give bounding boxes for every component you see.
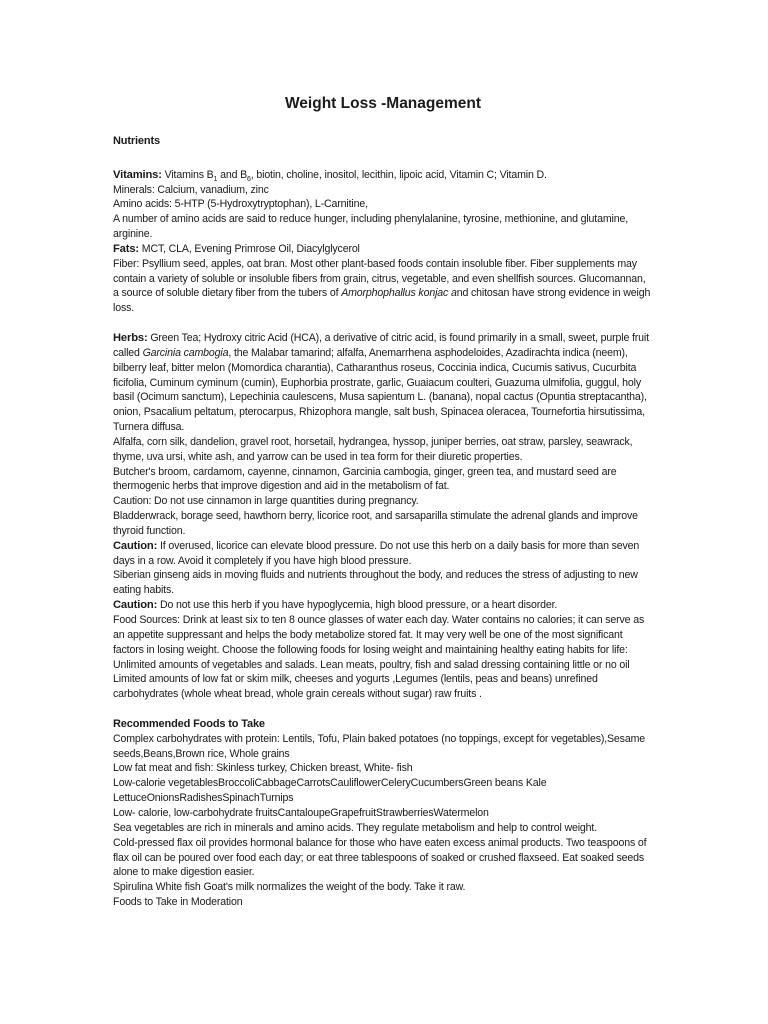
fats-paragraph: Fats: MCT, CLA, Evening Primrose Oil, Diacylglycerol <box>113 242 360 255</box>
amino-acids-line: Amino acids: 5-HTP (5-Hydroxytryptophan), L-Carnitine, <box>113 198 368 211</box>
recommended-item: Spirulina White fish Goat's milk normalizes the weight of the body. Take it raw. <box>113 881 466 894</box>
ginseng-caution: Caution: Do not use this herb if you have hypoglycemia, high blood pressure, or a heart disorder. <box>113 599 558 612</box>
siberian-ginseng-paragraph: Siberian ginseng aids in moving fluids and nutrients throughout the body, and reduces the stress of adjusting to new eating habits. <box>113 569 638 597</box>
cinnamon-caution: Caution: Do not use cinnamon in large quantities during pregnancy. <box>113 495 419 508</box>
food-sources-paragraph: Food Sources: Drink at least six to ten 8 ounce glasses of water each day. Water contains no calories; it can serve as an appetite suppressant and helps the body metabolize stored fat. It may very well be one of the most significant factors in losing weight. Choose the following foods for losing weight and maintaining healthy eating habits for life: <box>113 614 645 656</box>
nutrients-heading: Nutrients <box>113 135 160 147</box>
herbs-label: Herbs: <box>113 331 148 344</box>
document-content <box>113 94 653 910</box>
thermogenic-herbs-paragraph: Butcher's broom, cardamom, cayenne, cinnamon, Garcinia cambogia, ginger, green tea, and mustard seed are thermogenic herbs that improve digestion and aid in the metabolism of fat. <box>113 465 617 493</box>
recommended-item: Foods to Take in Moderation <box>113 896 243 909</box>
herbs-paragraph: Herbs: Green Tea; Hydroxy citric Acid (HCA), a derivative of citric acid, is found primarily in a small, sweet, purple fruit called Garcinia cambogia, the Malabar tamarind; alfalfa, Anemarrhena asphodeloides, Azadirachta indica (neem), bilberry leaf, bitter melon (Momordica charantia), Catharanthus roseus, Coccinia indica, Cucumis sativus, Cucurbita ficifolia, Cuminum cyminum (cumin), Euphorbia prostrate, garlic, Guaiacum coulteri, Guazuma ulmifolia, guggul, holy basil (Ocimum sanctum), Lepechinia caulescens, Musa sapientum L. (banana), nopal cactus (Opuntia streptacantha), onion, Psacalium peltatum, pterocarpus, Rhizophora mangle, salt bush, Spinacea oleracea, Tournefortia hirsutissima, Turnera diffusa. <box>113 331 649 434</box>
recommended-foods-heading: Recommended Foods to Take <box>113 717 265 730</box>
fats-label: Fats: <box>113 242 139 255</box>
diuretic-herbs-paragraph: Alfalfa, corn silk, dandelion, gravel root, horsetail, hydrangea, hyssop, juniper berries, oat straw, parsley, seawrack, thyme, uva ursi, white ash, and yarrow can be used in tea form for their diuretic properties. <box>113 435 633 463</box>
caution-label: Caution: <box>113 539 158 552</box>
recommended-item: Low fat meat and fish: Skinless turkey, Chicken breast, White- fish <box>113 762 413 775</box>
fiber-paragraph: Fiber: Psyllium seed, apples, oat bran. Most other plant-based foods contain insoluble fiber. Fiber supplements may contain a variety of soluble or insoluble fibers from grain, citrus, vegetable, and even shellfish sources. Glucomannan, a source of soluble dietary fiber from the tubers of Amorphophallus konjac and chitosan have strong evidence in weigh loss. <box>113 257 651 315</box>
vitamins-label: Vitamins: <box>113 168 162 181</box>
recommended-item: Low-calorie vegetablesBroccoliCabbageCarrotsCauliflowerCeleryCucumbersGreen beans Kale LettuceOnionsRadishesSpinachTurnips <box>113 777 547 805</box>
unlimited-foods-line: Unlimited amounts of vegetables and salads. Lean meats, poultry, fish and salad dressing containing little or no oil <box>113 658 630 671</box>
recommended-item: Complex carbohydrates with protein: Lentils, Tofu, Plain baked potatoes (no toppings, except for vegetables),Sesame seeds,Beans,Brown rice, Whole grains <box>113 732 645 760</box>
page-title: Weight Loss -Management <box>284 95 482 112</box>
recommended-item: Cold-pressed flax oil provides hormonal balance for those who have eaten excess animal products. Two teaspoons of flax oil can be poured over food each day; or eat three tablespoons of soaked or crushed flaxseed. Eat soaked seeds alone to make digestion easier. <box>113 836 647 879</box>
adrenal-herbs-paragraph: Bladderwrack, borage seed, hawthorn berry, licorice root, and sarsaparilla stimulate the adrenal glands and improve thyroid function. <box>113 510 638 537</box>
licorice-caution: Caution: If overused, licorice can elevate blood pressure. Do not use this herb on a daily basis for more than seven days in a row. Avoid it completely if you have high blood pressure. <box>113 539 640 567</box>
vitamins-paragraph: Vitamins: Vitamins $B_1$ and $B_6$, biotin, choline, inositol, lecithin, lipoic acid, Vitamin C; Vitamin D. <box>113 168 547 183</box>
amino-acids-note: A number of amino acids are said to reduce hunger, including phenylalanine, tyrosine, methionine, and glutamine, arginine. <box>113 213 628 241</box>
recommended-item: Sea vegetables are rich in minerals and amino acids. They regulate metabolism and help to control weight. <box>113 821 598 834</box>
caution-label: Caution: <box>113 599 158 612</box>
minerals-line: Minerals: Calcium, vanadium, zinc <box>113 183 269 196</box>
limited-foods-line: Limited amounts of low fat or skim milk, cheeses and yogurts ,Legumes (lentils, peas and beans) unrefined carbohydrates (whole wheat bread, whole grain cereals without sugar) raw fruits . <box>113 673 598 701</box>
recommended-item: Low- calorie, low-carbohydrate fruitsCantaloupeGrapefruitStrawberriesWatermelon <box>113 806 489 819</box>
